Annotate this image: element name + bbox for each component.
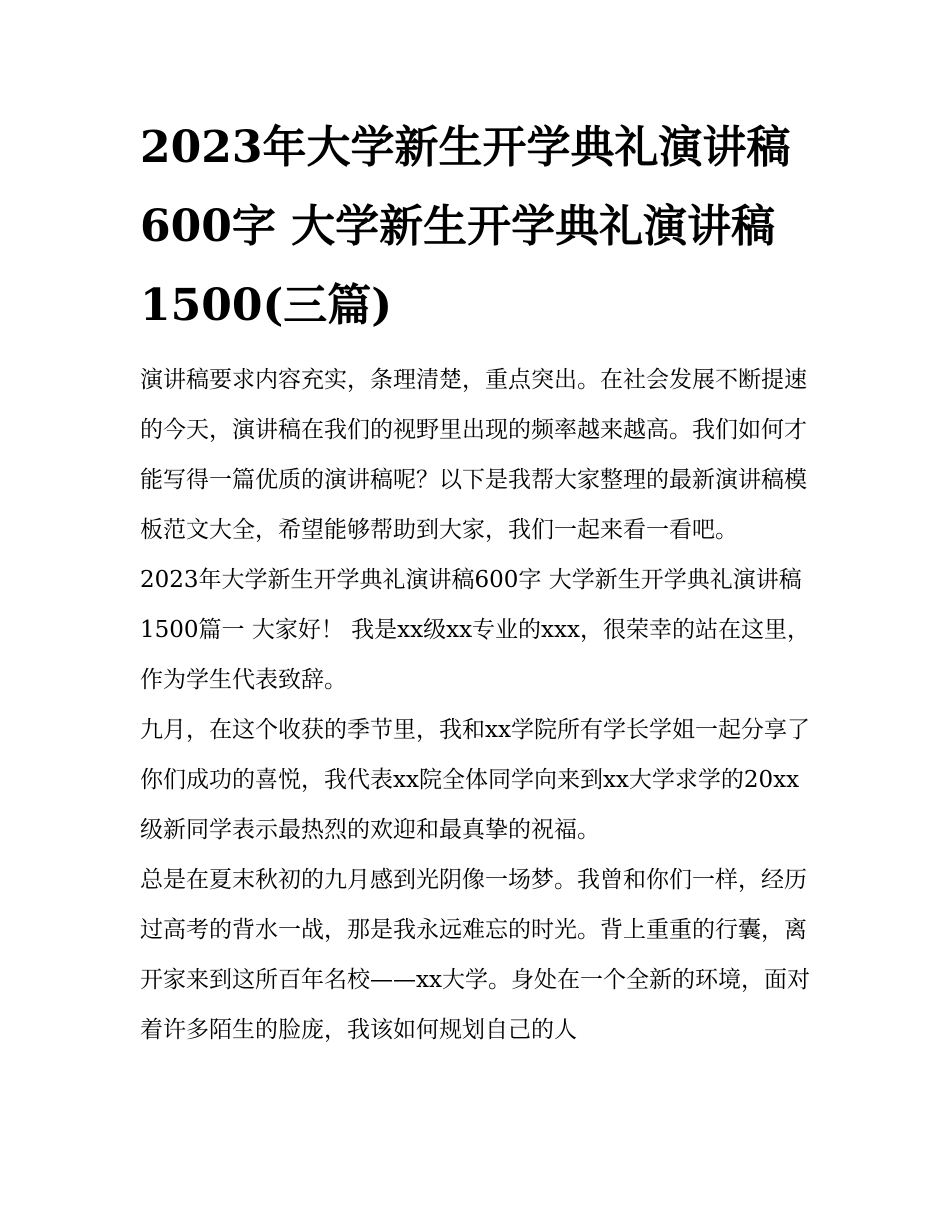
document-title: 2023年大学新生开学典礼演讲稿600字 大学新生开学典礼演讲稿1500(三篇) <box>140 122 791 331</box>
paragraph-september: 九月，在这个收获的季节里，我和xx学院所有学长学姐一起分享了你们成功的喜悦，我代表xx院全体同学向来到xx大学求学的20xx级新同学表示最热烈的欢迎和最真挚的祝福。 <box>140 717 810 843</box>
document-body <box>140 355 815 1055</box>
paragraph-intro: 演讲稿要求内容充实，条理清楚，重点突出。在社会发展不断提速的今天，演讲稿在我们的视野里出现的频率越来越高。我们如何才能写得一篇优质的演讲稿呢？以下是我帮大家整理的最新演讲稿模板范文大全，希望能够帮助到大家，我们一起来看一看吧。 <box>140 367 807 543</box>
paragraph-memories: 总是在夏末秋初的九月感到光阴像一场梦。我曾和你们一样，经历过高考的背水一战，那是我永远难忘的时光。背上重重的行囊，离开家来到这所百年名校——xx大学。身处在一个全新的环境，面对着许多陌生的脸庞，我该如何规划自己的人 <box>140 867 810 1043</box>
paragraph-greeting: 2023年大学新生开学典礼演讲稿600字 大学新生开学典礼演讲稿1500篇一 大家好！ 我是xx级xx专业的xxx，很荣幸的站在这里，作为学生代表致辞。 <box>140 567 810 693</box>
